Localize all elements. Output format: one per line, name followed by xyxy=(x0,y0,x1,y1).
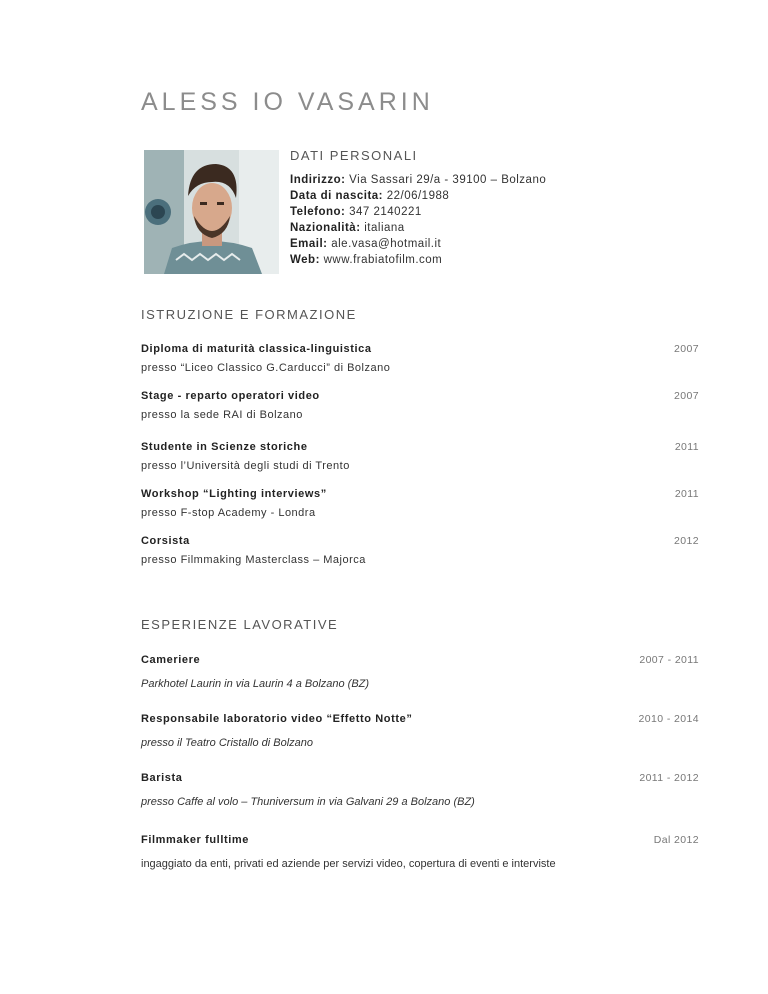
education-entry xyxy=(141,535,699,566)
birthdate-label: Data di nascita: xyxy=(290,190,383,202)
education-entry xyxy=(141,390,699,421)
phone-value: 347 2140221 xyxy=(349,206,422,218)
work-entry-title: Barista xyxy=(141,772,183,784)
work-entry-title: Filmmaker fulltime xyxy=(141,834,249,846)
education-entry xyxy=(141,488,699,519)
candidate-name: ALESS IO VASARIN xyxy=(141,88,434,116)
education-entry-year: 2007 xyxy=(674,343,699,355)
work-entry xyxy=(141,772,699,808)
birthdate-value: 22/06/1988 xyxy=(386,190,450,202)
work-entry-period: 2010 - 2014 xyxy=(638,713,699,725)
education-entry-year: 2011 xyxy=(674,441,699,453)
personal-data-section xyxy=(290,148,710,268)
web-line xyxy=(290,252,710,268)
work-entry xyxy=(141,834,699,870)
website-link[interactable]: www.frabiatofilm.com xyxy=(323,254,443,266)
email-link[interactable]: ale.vasa@hotmail.it xyxy=(331,238,442,250)
address-value: Via Sassari 29/a - 39100 – Bolzano xyxy=(349,174,547,186)
work-entry-title: Responsabile laboratorio video “Effetto Notte” xyxy=(141,713,413,725)
work-entry-desc: ingaggiato da enti, privati ed aziende per servizi video, copertura di eventi e interviste xyxy=(141,858,556,870)
education-entry xyxy=(141,441,699,472)
education-entry-title: Diploma di maturità classica-linguistica xyxy=(141,343,372,355)
work-entry xyxy=(141,654,699,690)
education-entry-year: 2011 xyxy=(674,488,699,500)
education-entry-desc: presso Filmmaking Masterclass – Majorca xyxy=(141,554,366,566)
birthdate-line xyxy=(290,188,710,204)
work-entry-period: Dal 2012 xyxy=(653,834,699,846)
education-entry-desc: presso l’Università degli studi di Trento xyxy=(141,460,350,472)
work-entry-period: 2011 - 2012 xyxy=(639,772,699,784)
email-label: Email: xyxy=(290,238,328,250)
education-entry-desc: presso la sede RAI di Bolzano xyxy=(141,409,303,421)
work-section-title: ESPERIENZE LAVORATIVE xyxy=(141,617,339,632)
nationality-value: italiana xyxy=(364,222,405,234)
education-entry-title: Studente in Scienze storiche xyxy=(141,441,308,453)
education-entry-title: Stage - reparto operatori video xyxy=(141,390,320,402)
address-line xyxy=(290,172,710,188)
work-entry xyxy=(141,713,699,749)
work-entry-period: 2007 - 2011 xyxy=(639,654,699,666)
work-entry-desc: presso il Teatro Cristallo di Bolzano xyxy=(141,737,314,749)
education-entry-year: 2012 xyxy=(674,535,699,547)
personal-data-title: DATI PERSONALI xyxy=(290,148,418,163)
work-entry-desc: presso Caffe al volo – Thuniversum in via Galvani 29 a Bolzano (BZ) xyxy=(141,796,475,808)
education-entry-desc: presso “Liceo Classico G.Carducci” di Bolzano xyxy=(141,362,391,374)
education-entry-title: Workshop “Lighting interviews” xyxy=(141,488,327,500)
education-entry-title: Corsista xyxy=(141,535,190,547)
phone-label: Telefono: xyxy=(290,206,346,218)
education-entry-desc: presso F-stop Academy - Londra xyxy=(141,507,316,519)
education-entry xyxy=(141,343,699,374)
education-entry-year: 2007 xyxy=(674,390,699,402)
email-line xyxy=(290,236,710,252)
work-entry-desc: Parkhotel Laurin in via Laurin 4 a Bolzano (BZ) xyxy=(141,678,370,690)
education-section-title: ISTRUZIONE E FORMAZIONE xyxy=(141,307,357,322)
nationality-label: Nazionalità: xyxy=(290,222,361,234)
nationality-line xyxy=(290,220,710,236)
work-entry-title: Cameriere xyxy=(141,654,201,666)
profile-photo xyxy=(144,150,279,274)
phone-line xyxy=(290,204,710,220)
address-label: Indirizzo: xyxy=(290,174,346,186)
web-label: Web: xyxy=(290,254,320,266)
